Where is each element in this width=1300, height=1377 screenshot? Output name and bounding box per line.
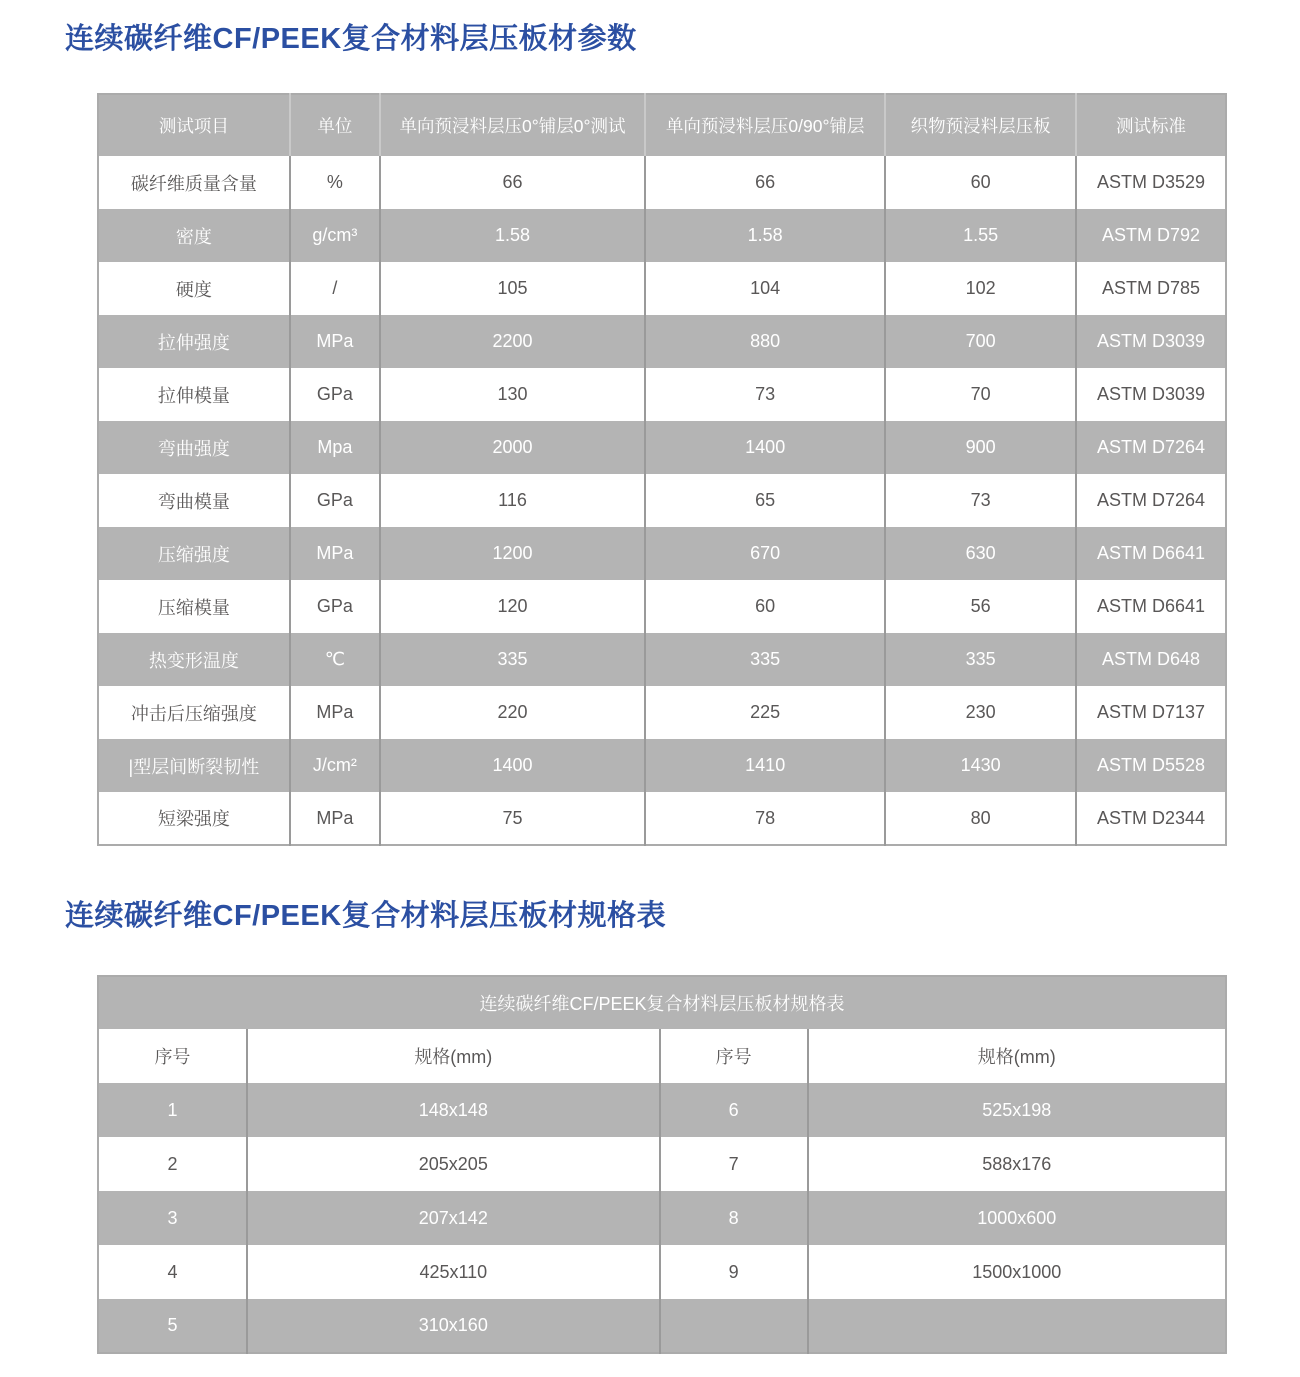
table-cell: ASTM D3039 xyxy=(1076,368,1226,421)
table-cell: 900 xyxy=(885,421,1076,474)
table-cell: 碳纤维质量含量 xyxy=(98,156,290,209)
table-cell: 56 xyxy=(885,580,1076,633)
table-cell: MPa xyxy=(290,315,380,368)
table-cell: 1400 xyxy=(645,421,885,474)
table-cell: 密度 xyxy=(98,209,290,262)
table-cell: 9 xyxy=(660,1245,808,1299)
table-cell: ASTM D3529 xyxy=(1076,156,1226,209)
table-cell: 冲击后压缩强度 xyxy=(98,686,290,739)
table-cell: 拉伸模量 xyxy=(98,368,290,421)
table-cell: 1 xyxy=(98,1083,247,1137)
table-cell: 短梁强度 xyxy=(98,792,290,845)
table-cell: 1.58 xyxy=(380,209,645,262)
table-cell: GPa xyxy=(290,474,380,527)
table-cell: 73 xyxy=(885,474,1076,527)
table-cell: ASTM D6641 xyxy=(1076,527,1226,580)
table-cell: ASTM D7264 xyxy=(1076,421,1226,474)
table-cell: 压缩强度 xyxy=(98,527,290,580)
table-cell: ASTM D3039 xyxy=(1076,315,1226,368)
table-row xyxy=(98,421,1226,474)
table-cell: 116 xyxy=(380,474,645,527)
header-cell-index-1: 序号 xyxy=(154,1047,191,1067)
table-cell: 335 xyxy=(645,633,885,686)
table-cell: 弯曲模量 xyxy=(98,474,290,527)
table-cell: ASTM D5528 xyxy=(1076,739,1226,792)
table-cell: 4 xyxy=(98,1245,247,1299)
table-cell: 1200 xyxy=(380,527,645,580)
table-cell: 2 xyxy=(98,1137,247,1191)
table-cell: 1400 xyxy=(380,739,645,792)
header-cell-index-2: 序号 xyxy=(660,1029,808,1083)
table-row xyxy=(98,527,1226,580)
table-row xyxy=(98,368,1226,421)
header-cell-standard: 测试标准 xyxy=(1076,94,1226,156)
params-table xyxy=(97,93,1227,846)
table-cell: 压缩模量 xyxy=(98,580,290,633)
table-cell: 78 xyxy=(645,792,885,845)
spec-header-row xyxy=(98,1029,1226,1083)
table-cell: 1000x600 xyxy=(808,1191,1227,1245)
table-cell: 130 xyxy=(380,368,645,421)
table-row xyxy=(98,739,1226,792)
table-row xyxy=(98,686,1226,739)
table-cell: 700 xyxy=(885,315,1076,368)
table-cell: 2200 xyxy=(380,315,645,368)
table-cell: 60 xyxy=(885,156,1076,209)
table-cell: 66 xyxy=(380,156,645,209)
table-cell: 670 xyxy=(645,527,885,580)
table-cell: 335 xyxy=(885,633,1076,686)
table-cell: 热变形温度 xyxy=(98,633,290,686)
header-cell-size-1: 规格(mm) xyxy=(247,1029,660,1083)
table-cell: 335 xyxy=(380,633,645,686)
table-row xyxy=(98,474,1226,527)
table-cell: ASTM D7264 xyxy=(1076,474,1226,527)
table-cell: 66 xyxy=(645,156,885,209)
table-cell: 2000 xyxy=(380,421,645,474)
table-cell: ASTM D6641 xyxy=(1076,580,1226,633)
table-cell xyxy=(660,1299,808,1353)
table-cell: 75 xyxy=(380,792,645,845)
table-cell: 104 xyxy=(645,262,885,315)
header-cell-unit: 单位 xyxy=(290,94,380,156)
table-row xyxy=(98,1299,1226,1353)
table-cell: 6 xyxy=(660,1083,808,1137)
section-title-specs: 连续碳纤维CF/PEEK复合材料层压板材规格表 xyxy=(65,900,667,932)
table-row xyxy=(98,1137,1226,1191)
header-cell-size-2: 规格(mm) xyxy=(808,1029,1227,1083)
params-header-row xyxy=(98,94,1226,156)
table-row xyxy=(98,580,1226,633)
table-row xyxy=(98,315,1226,368)
table-cell: 1410 xyxy=(645,739,885,792)
table-row xyxy=(98,1083,1226,1137)
table-cell: 880 xyxy=(645,315,885,368)
table-row xyxy=(98,156,1226,209)
table-cell: 148x148 xyxy=(247,1083,660,1137)
table-cell: 拉伸强度 xyxy=(98,315,290,368)
table-cell: 225 xyxy=(645,686,885,739)
spec-table xyxy=(97,975,1227,1354)
header-cell-ud-0-90: 单向预浸料层压0/90°铺层 xyxy=(645,94,885,156)
table-cell: 65 xyxy=(645,474,885,527)
table-cell: 弯曲强度 xyxy=(98,421,290,474)
section-title-params: 连续碳纤维CF/PEEK复合材料层压板材参数 xyxy=(65,23,637,55)
table-cell: / xyxy=(290,262,380,315)
table-row xyxy=(98,262,1226,315)
table-cell: 310x160 xyxy=(247,1299,660,1353)
table-cell: ℃ xyxy=(290,633,380,686)
table-cell: ASTM D785 xyxy=(1076,262,1226,315)
table-cell: GPa xyxy=(290,368,380,421)
spec-table-caption-row xyxy=(98,976,1226,1029)
table-cell: ASTM D792 xyxy=(1076,209,1226,262)
table-cell: 8 xyxy=(660,1191,808,1245)
table-cell: 1.55 xyxy=(885,209,1076,262)
table-cell: 7 xyxy=(660,1137,808,1191)
table-cell: 525x198 xyxy=(808,1083,1227,1137)
header-cell-fabric: 织物预浸料层压板 xyxy=(885,94,1076,156)
table-cell: ASTM D7137 xyxy=(1076,686,1226,739)
table-cell: g/cm³ xyxy=(290,209,380,262)
table-cell: 207x142 xyxy=(247,1191,660,1245)
table-cell: Mpa xyxy=(290,421,380,474)
table-cell: 1500x1000 xyxy=(808,1245,1227,1299)
table-cell: 80 xyxy=(885,792,1076,845)
table-cell: 120 xyxy=(380,580,645,633)
table-cell xyxy=(808,1299,1227,1353)
table-cell: 5 xyxy=(98,1299,247,1353)
table-cell: 70 xyxy=(885,368,1076,421)
table-cell: 硬度 xyxy=(98,262,290,315)
spec-table-title: 连续碳纤维CF/PEEK复合材料层压板材规格表 xyxy=(479,994,845,1014)
table-cell: ASTM D648 xyxy=(1076,633,1226,686)
table-cell: 220 xyxy=(380,686,645,739)
table-cell: 3 xyxy=(98,1191,247,1245)
table-cell: MPa xyxy=(290,527,380,580)
header-cell-ud-0: 单向预浸料层压0°铺层0°测试 xyxy=(380,94,645,156)
table-cell: ASTM D2344 xyxy=(1076,792,1226,845)
table-cell: |型层间断裂韧性 xyxy=(98,739,290,792)
table-cell: 73 xyxy=(645,368,885,421)
table-row xyxy=(98,1245,1226,1299)
table-cell: 105 xyxy=(380,262,645,315)
table-cell: 588x176 xyxy=(808,1137,1227,1191)
header-cell-test-item: 测试项目 xyxy=(158,116,229,136)
table-cell: GPa xyxy=(290,580,380,633)
table-row xyxy=(98,792,1226,845)
table-row xyxy=(98,633,1226,686)
table-cell: MPa xyxy=(290,792,380,845)
table-cell: 230 xyxy=(885,686,1076,739)
table-cell: J/cm² xyxy=(290,739,380,792)
table-cell: 102 xyxy=(885,262,1076,315)
table-row xyxy=(98,1191,1226,1245)
table-cell: 205x205 xyxy=(247,1137,660,1191)
table-cell: MPa xyxy=(290,686,380,739)
table-cell: 1430 xyxy=(885,739,1076,792)
table-cell: 425x110 xyxy=(247,1245,660,1299)
table-cell: 630 xyxy=(885,527,1076,580)
table-cell: 1.58 xyxy=(645,209,885,262)
table-cell: 60 xyxy=(645,580,885,633)
table-cell: % xyxy=(290,156,380,209)
table-row xyxy=(98,209,1226,262)
